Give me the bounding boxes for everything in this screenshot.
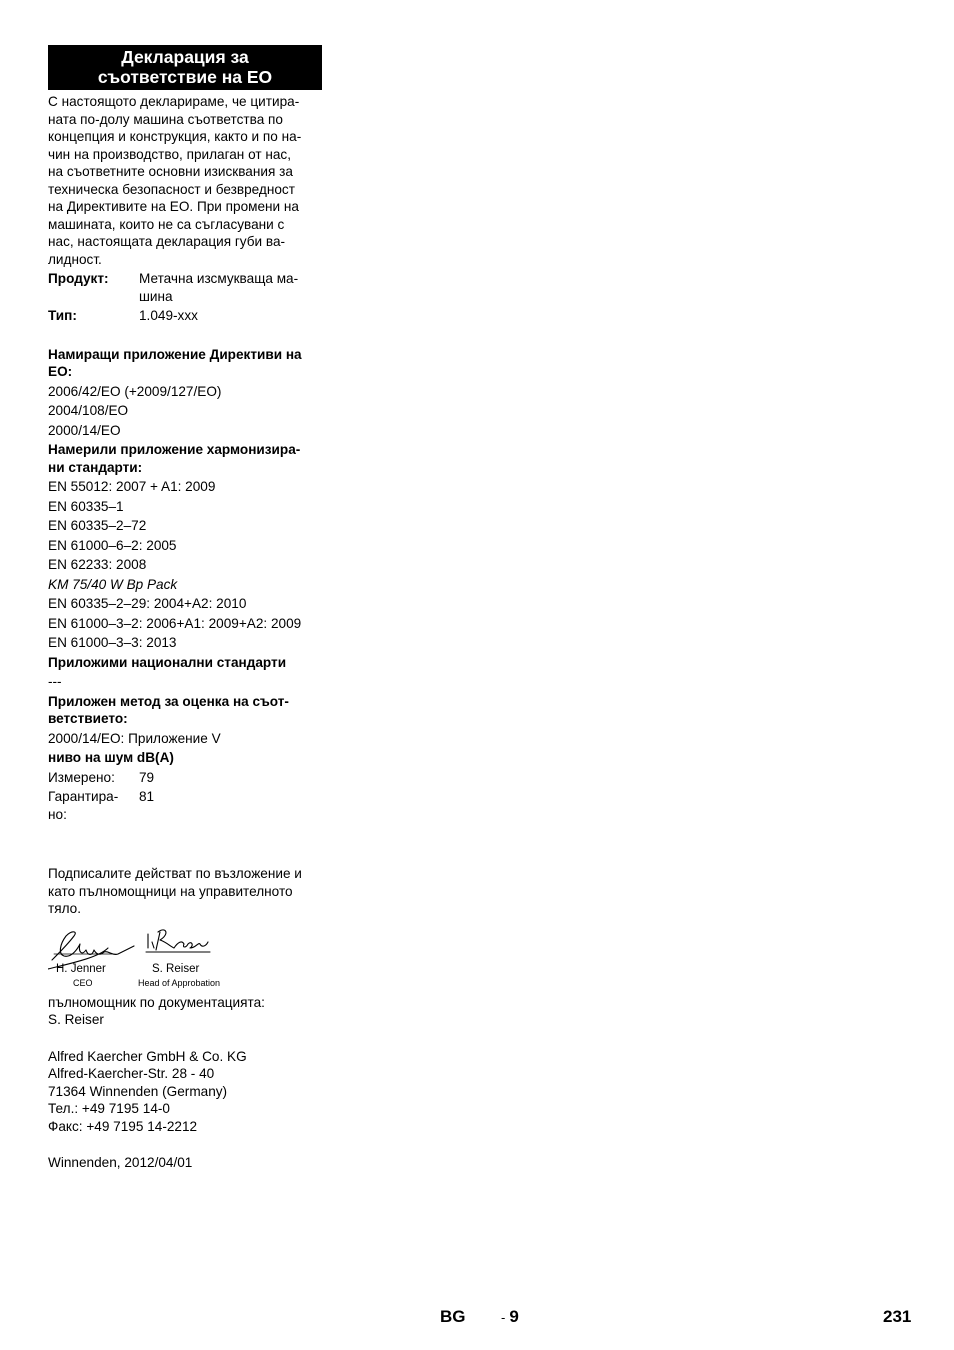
- intro-line: лидност.: [48, 251, 102, 267]
- product-value-line-1: Метачна изсмукваща ма-: [139, 271, 299, 286]
- company-street: Alfred-Kaercher-Str. 28 - 40: [48, 1066, 215, 1081]
- title-line-2: съответствие на ЕО: [97, 67, 273, 87]
- spacer: [48, 1135, 322, 1154]
- directive-item: 2006/42/ЕО (+2009/127/ЕО): [48, 383, 222, 399]
- standard-item: EN 61000–6–2: 2005: [48, 537, 177, 553]
- standard-item: EN 60335–1: [48, 498, 124, 514]
- company-fax: Факс: +49 7195 14-2212: [48, 1118, 198, 1134]
- footer-section-number: 9: [509, 1307, 519, 1326]
- intro-line: на съответните основни изисквания за: [48, 164, 293, 179]
- signature-jenner: [52, 931, 134, 959]
- signature-reiser: [148, 929, 208, 949]
- national-standards-heading: Приложими национални стандарти: [48, 654, 287, 670]
- signatory-1-name: H. Jenner: [56, 962, 106, 975]
- standard-item: EN 62233: 2008: [48, 557, 147, 572]
- method-value: 2000/14/ЕО: Приложение V: [48, 730, 221, 746]
- intro-line: концепция и конструкция, както и по на-: [48, 129, 302, 144]
- intro-line: на Директивите на ЕО. При промени на: [48, 199, 299, 214]
- model-standard-item: EN 61000–3–3: 2013: [48, 635, 177, 650]
- signatory-1-role: CEO: [73, 977, 93, 988]
- model-standard-item: EN 61000–3–2: 2006+A1: 2009+A2: 2009: [48, 615, 302, 631]
- type-row: [48, 307, 322, 325]
- place-date: Winnenden, 2012/04/01: [48, 1155, 193, 1170]
- product-value: [139, 270, 322, 305]
- directives-heading-line-2: ЕО:: [48, 364, 73, 379]
- company-name: Alfred Kaercher GmbH & Co. KG: [48, 1048, 247, 1064]
- signatories-text-line-2: като пълномощници на управителното: [48, 883, 293, 899]
- type-label: Тип:: [48, 308, 77, 323]
- company-city: 71364 Winnenden (Germany): [48, 1083, 228, 1099]
- product-value-line-2: шина: [139, 288, 173, 304]
- intro-line: техническа безопасност и безвредност: [48, 181, 295, 197]
- signatories-text-line-1: Подписалите действат по възложение и: [48, 866, 302, 881]
- signatories-text-line-3: тяло.: [48, 901, 82, 916]
- documentation-label: пълномощник по документацията:: [48, 994, 265, 1010]
- intro-line: ната по-долу машина съответства по: [48, 111, 283, 127]
- noise-measured-label: Измерено:: [48, 769, 115, 785]
- footer-section-page: [501, 1307, 519, 1328]
- directives-heading-line-1: Намиращи приложение Директиви на: [48, 346, 302, 362]
- model-label: KM 75/40 W Bp Pack: [48, 576, 178, 592]
- standard-item: EN 55012: 2007 + A1: 2009: [48, 479, 216, 494]
- product-row: [48, 270, 322, 305]
- noise-heading: ниво на шум dB(A): [48, 750, 174, 765]
- spacer: [48, 823, 322, 865]
- intro-line: чин на производство, прилаган от нас,: [48, 146, 291, 162]
- national-standards-value: ---: [48, 674, 62, 689]
- noise-measured-value: 79: [139, 769, 155, 785]
- directive-item: 2004/108/ЕО: [48, 403, 129, 418]
- intro-line: машината, които не са съгласувани с: [48, 216, 285, 232]
- declaration-column: [48, 45, 322, 1172]
- noise-guaranteed-label-line-1: Гарантира-: [48, 789, 119, 804]
- product-label: Продукт:: [48, 271, 109, 286]
- documentation-name: S. Reiser: [48, 1012, 104, 1027]
- footer-dash: -: [501, 1310, 506, 1325]
- harmonized-heading-line-2: ни стандарти:: [48, 459, 143, 475]
- declaration-title: [48, 45, 322, 90]
- footer-language: BG: [440, 1307, 466, 1326]
- type-value: 1.049-xxx: [139, 308, 198, 323]
- intro-paragraph: [48, 93, 322, 268]
- model-standard-item: EN 60335–2–29: 2004+A2: 2010: [48, 596, 247, 611]
- noise-guaranteed-label-line-2: но:: [48, 806, 67, 822]
- directive-item: 2000/14/ЕО: [48, 422, 121, 438]
- spacer: [48, 1029, 322, 1048]
- standard-item: EN 60335–2–72: [48, 518, 147, 533]
- intro-line: С настоящото декларираме, че цитира-: [48, 94, 300, 109]
- noise-measured-row: [48, 769, 322, 787]
- method-heading-line-1: Приложен метод за оценка на съот-: [48, 693, 289, 709]
- method-heading-line-2: ветствието:: [48, 711, 128, 726]
- signatory-2-role: Head of Approbation: [138, 977, 221, 988]
- noise-guaranteed-row: [48, 788, 322, 823]
- company-phone: Тел.: +49 7195 14-0: [48, 1101, 170, 1116]
- noise-guaranteed-value: 81: [139, 789, 155, 804]
- signatory-2-name: S. Reiser: [152, 962, 200, 975]
- signature-block: [48, 922, 322, 990]
- harmonized-heading-line-1: Намерили приложение хармонизира-: [48, 442, 301, 457]
- noise-guaranteed-label: [48, 788, 139, 823]
- spacer: [48, 325, 322, 344]
- intro-line: нас, настоящата декларация губи ва-: [48, 234, 286, 249]
- title-line-1: Декларация за: [121, 47, 249, 67]
- footer-page-number: 231: [883, 1307, 912, 1326]
